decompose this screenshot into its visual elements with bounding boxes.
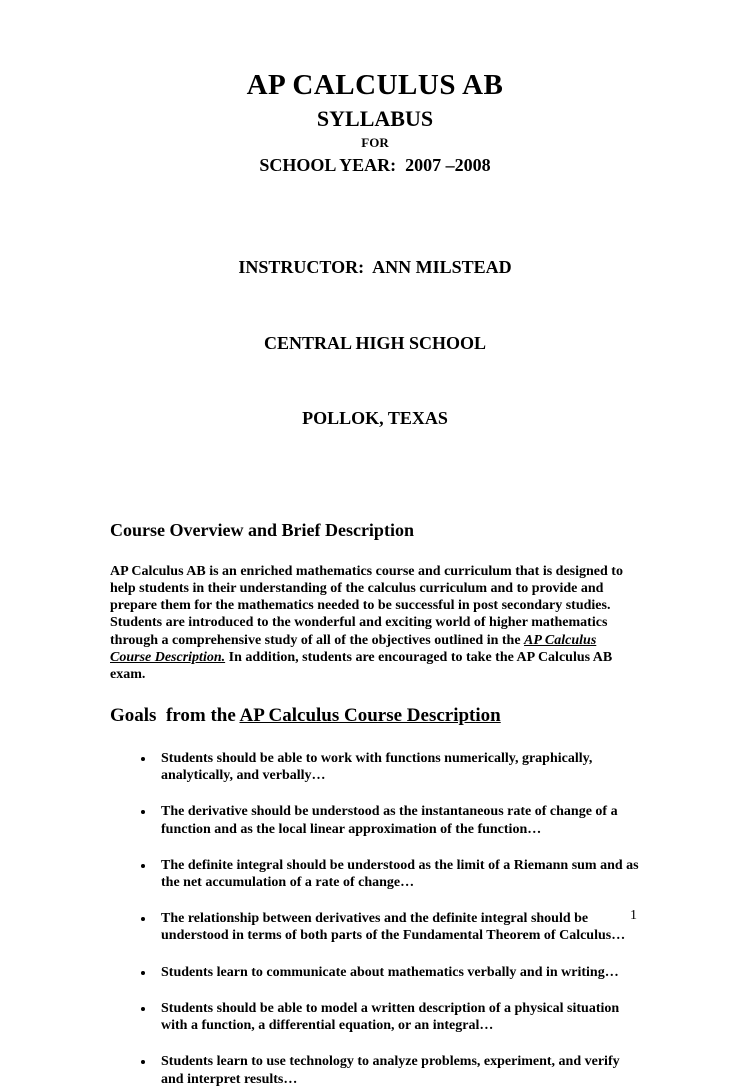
goal-item: • The derivative should be understood as the instantaneous rate of change of a function and as the local linear approximation of the function… — [155, 803, 640, 837]
instructor-block — [110, 205, 640, 482]
paragraph-segment: In addition, students are encouraged to take the AP Calculus AB exam. — [110, 649, 613, 682]
goals-heading-course-description: AP Calculus Course Description — [239, 705, 501, 727]
goals-heading-prefix: Goals from the — [110, 705, 240, 727]
location-line: POLLOK, TEXAS — [302, 408, 448, 429]
school-line: CENTRAL HIGH SCHOOL — [263, 332, 487, 353]
goal-item: • Students should be able to work with functions numerically, graphically, analytically, and verbally… — [155, 750, 640, 784]
document-title: AP CALCULUS AB — [246, 69, 504, 101]
paragraph-segment-course-description: AP Calculus Course Description. — [110, 632, 597, 665]
instructor-line: INSTRUCTOR: ANN MILSTEAD — [238, 257, 512, 278]
goals-heading — [110, 705, 640, 728]
title-block — [110, 70, 640, 482]
overview-heading: Course Overview and Brief Description — [110, 520, 414, 541]
for-label: FOR — [361, 135, 389, 151]
goal-item: • The definite integral should be understood as the limit of a Riemann sum and as the net accumulation of a rate of change… — [155, 857, 640, 891]
document-subtitle: SYLLABUS — [316, 105, 434, 131]
goals-section — [110, 705, 640, 1088]
goal-item: • Students learn to communicate about mathematics verbally and in writing… — [155, 964, 640, 981]
goal-item: • Students learn to use technology to analyze problems, experiment, and verify and interpret results… — [155, 1053, 640, 1087]
goal-item: • The relationship between derivatives and the definite integral should be understood in terms of both parts of the Fundamental Theorem of Calculus… — [155, 910, 640, 944]
school-year-line: SCHOOL YEAR: 2007 –2008 — [259, 155, 491, 176]
paragraph-segment: AP Calculus AB is an enriched mathematics course and curriculum that is designed to help students in their understanding of the calculus curriculum and to provide and prepare them for the mathematics needed to be successful in post secondary studies. Students are introduced to the wonderful and exciting world of higher mathematics through a comprehensive study of all of the objectives outlined in the — [110, 563, 623, 648]
overview-section — [110, 520, 640, 683]
goal-item: • Students should be able to model a written description of a physical situation with a function, a differential equation, or an integral… — [155, 1000, 640, 1034]
overview-paragraph — [110, 563, 640, 684]
goals-list — [110, 750, 640, 1088]
page-number: 1 — [630, 908, 637, 923]
